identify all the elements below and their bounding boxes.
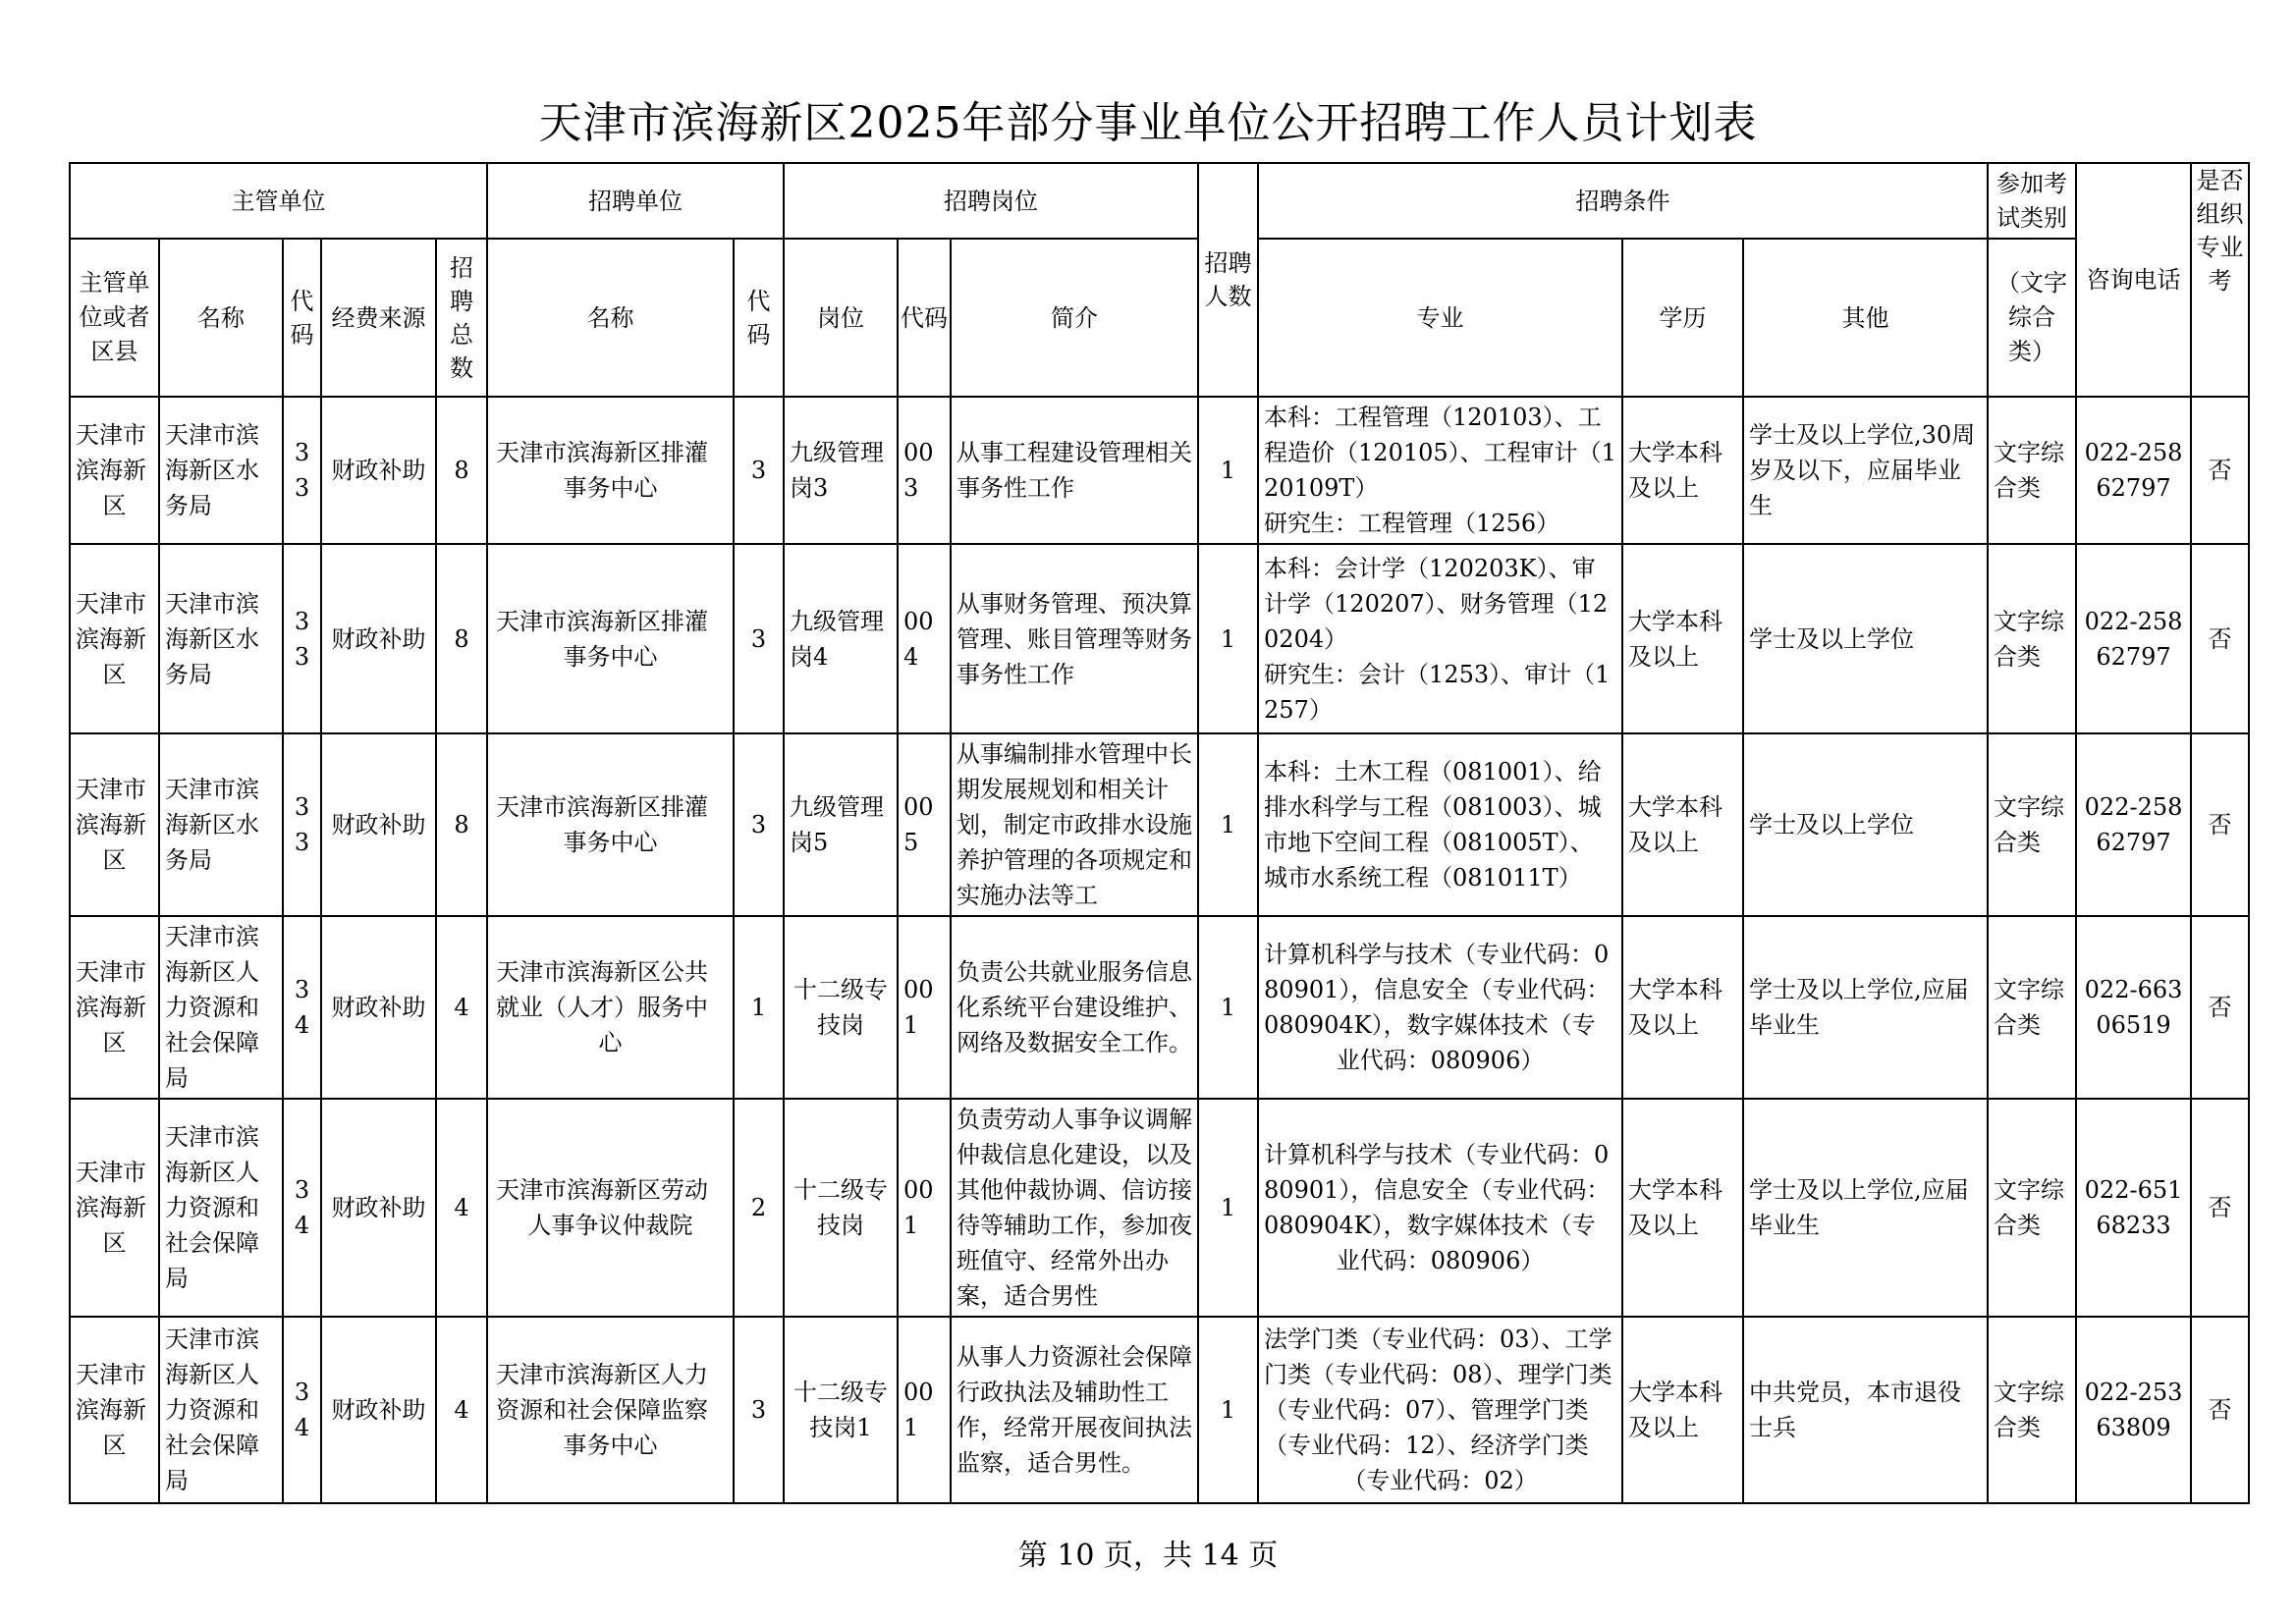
organize-cell: 否 [2191,397,2249,544]
competent-name-cell: 天津市滨海新区人力资源和社会保障局 [159,1099,283,1317]
competent-code-cell: 34 [283,1099,321,1317]
post-name-cell: 十二级专技岗1 [784,1317,898,1503]
other-cell: 学士及以上学位 [1743,544,1988,733]
header-competent-name: 名称 [159,239,283,397]
phone-cell: 022-66306519 [2076,916,2191,1099]
competent-code-cell: 33 [283,397,321,544]
table-row [70,733,2249,916]
district-cell: 天津市滨海新区 [70,733,159,916]
post-intro-cell: 从事编制排水管理中长期发展规划和相关计划，制定市政排水设施养护管理的各项规定和实施办法等工 [951,733,1198,916]
major-cell: 计算机科学与技术（专业代码：080901），信息安全（专业代码：080904K），数字媒体技术（专业代码：080906） [1258,916,1622,1099]
phone-cell: 022-65168233 [2076,1099,2191,1317]
page-number: 第 10 页，共 14 页 [1017,1539,1279,1573]
recruit-total-cell: 8 [436,544,487,733]
table-row [70,544,2249,733]
competent-code-cell: 34 [283,1317,321,1503]
exam-type-cell: 文字综合类 [1988,1099,2076,1317]
exam-type-cell: 文字综合类 [1988,916,2076,1099]
recruit-count-cell: 1 [1198,397,1258,544]
page-title: 天津市滨海新区2025年部分事业单位公开招聘工作人员计划表 [538,98,1758,148]
header-district: 主管单位或者区县 [70,239,159,397]
recruit-count-cell: 1 [1198,544,1258,733]
major-cell: 本科：工程管理（120103）、工程造价（120105）、工程审计（120109T） 研究生：工程管理（1256） [1258,397,1622,544]
header-funding: 经费来源 [321,239,436,397]
education-cell: 大学本科及以上 [1622,1099,1743,1317]
table-row [70,1317,2249,1503]
post-name-cell: 十二级专技岗 [784,1099,898,1317]
post-code-cell: 001 [898,1099,951,1317]
post-intro-cell: 负责公共就业服务信息化系统平台建设维护、网络及数据安全工作。 [951,916,1198,1099]
major-cell: 法学门类（专业代码：03）、工学门类（专业代码：08）、理学门类（专业代码：07）、管理学门类（专业代码：12）、经济学门类（专业代码：02） [1258,1317,1622,1503]
competent-name-cell: 天津市滨海新区水务局 [159,733,283,916]
competent-code-cell: 33 [283,733,321,916]
organize-cell: 否 [2191,916,2249,1099]
exam-type-cell: 文字综合类 [1988,397,2076,544]
header-unit-code: 代码 [734,239,784,397]
post-intro-cell: 负责劳动人事争议调解仲裁信息化建设，以及其他仲裁协调、信访接待等辅助工作，参加夜班值守、经常外出办案，适合男性 [951,1099,1198,1317]
unit-name-cell: 天津市滨海新区公共就业（人才）服务中心 [487,916,734,1099]
header-other: 其他 [1743,239,1988,397]
post-code-cell: 005 [898,733,951,916]
unit-code-cell: 3 [734,733,784,916]
organize-cell: 否 [2191,544,2249,733]
table-row [70,916,2249,1099]
education-cell: 大学本科及以上 [1622,733,1743,916]
exam-type-cell: 文字综合类 [1988,544,2076,733]
post-code-cell: 004 [898,544,951,733]
funding-cell: 财政补助 [321,1317,436,1503]
district-cell: 天津市滨海新区 [70,397,159,544]
header-row-2 [70,239,2249,397]
competent-name-cell: 天津市滨海新区水务局 [159,397,283,544]
organize-cell: 否 [2191,733,2249,916]
major-cell: 本科：土木工程（081001）、给排水科学与工程（081003）、城市地下空间工程（081005T）、城市水系统工程（081011T） [1258,733,1622,916]
district-cell: 天津市滨海新区 [70,916,159,1099]
recruit-total-cell: 4 [436,1099,487,1317]
district-cell: 天津市滨海新区 [70,1317,159,1503]
recruit-count-cell: 1 [1198,1099,1258,1317]
post-name-cell: 九级管理岗4 [784,544,898,733]
header-row-1 [70,163,2249,239]
other-cell: 学士及以上学位 [1743,733,1988,916]
phone-cell: 022-25862797 [2076,544,2191,733]
unit-code-cell: 3 [734,1317,784,1503]
education-cell: 大学本科及以上 [1622,916,1743,1099]
funding-cell: 财政补助 [321,733,436,916]
recruit-count-cell: 1 [1198,733,1258,916]
post-code-cell: 001 [898,1317,951,1503]
recruitment-plan-table [69,162,2250,1504]
unit-name-cell: 天津市滨海新区排灌事务中心 [487,733,734,916]
table-row [70,1099,2249,1317]
recruit-count-cell: 1 [1198,916,1258,1099]
other-cell: 学士及以上学位,应届毕业生 [1743,1099,1988,1317]
competent-name-cell: 天津市滨海新区人力资源和社会保障局 [159,916,283,1099]
recruit-count-cell: 1 [1198,1317,1258,1503]
recruit-total-cell: 8 [436,733,487,916]
unit-code-cell: 1 [734,916,784,1099]
header-post-name: 岗位 [784,239,898,397]
education-cell: 大学本科及以上 [1622,544,1743,733]
header-post-code: 代码 [898,239,951,397]
header-major: 专业 [1258,239,1622,397]
table-row [70,397,2249,544]
header-unit-name: 名称 [487,239,734,397]
unit-name-cell: 天津市滨海新区劳动人事争议仲裁院 [487,1099,734,1317]
funding-cell: 财政补助 [321,397,436,544]
exam-type-cell: 文字综合类 [1988,733,2076,916]
header-phone: 咨询电话 [2076,163,2191,397]
funding-cell: 财政补助 [321,544,436,733]
other-cell: 学士及以上学位,应届毕业生 [1743,916,1988,1099]
major-cell: 本科：会计学（120203K）、审计学（120207）、财务管理（120204） 研究生：会计（1253）、审计（1257） [1258,544,1622,733]
header-exam-sub: （文字综合类） [1988,239,2076,397]
unit-name-cell: 天津市滨海新区排灌事务中心 [487,544,734,733]
post-intro-cell: 从事工程建设管理相关事务性工作 [951,397,1198,544]
competent-name-cell: 天津市滨海新区人力资源和社会保障局 [159,1317,283,1503]
organize-cell: 否 [2191,1099,2249,1317]
post-code-cell: 001 [898,916,951,1099]
header-post-group: 招聘岗位 [784,163,1198,239]
competent-code-cell: 33 [283,544,321,733]
recruit-total-cell: 8 [436,397,487,544]
header-exam-type: 参加考试类别 [1988,163,2076,239]
header-recruit-unit-group: 招聘单位 [487,163,784,239]
post-intro-cell: 从事人力资源社会保障行政执法及辅助性工作，经常开展夜间执法监察，适合男性。 [951,1317,1198,1503]
post-name-cell: 九级管理岗5 [784,733,898,916]
unit-name-cell: 天津市滨海新区人力资源和社会保障监察事务中心 [487,1317,734,1503]
district-cell: 天津市滨海新区 [70,1099,159,1317]
funding-cell: 财政补助 [321,916,436,1099]
phone-cell: 022-25862797 [2076,397,2191,544]
header-competent-code: 代码 [283,239,321,397]
funding-cell: 财政补助 [321,1099,436,1317]
phone-cell: 022-25862797 [2076,733,2191,916]
post-intro-cell: 从事财务管理、预决算管理、账目管理等财务事务性工作 [951,544,1198,733]
post-code-cell: 003 [898,397,951,544]
header-competent-group: 主管单位 [70,163,487,239]
other-cell: 学士及以上学位,30周岁及以下，应届毕业生 [1743,397,1988,544]
major-cell: 计算机科学与技术（专业代码：080901），信息安全（专业代码：080904K），数字媒体技术（专业代码：080906） [1258,1099,1622,1317]
recruit-total-cell: 4 [436,1317,487,1503]
other-cell: 中共党员，本市退役士兵 [1743,1317,1988,1503]
organize-cell: 否 [2191,1317,2249,1503]
header-recruit-total: 招聘总数 [436,239,487,397]
unit-code-cell: 3 [734,544,784,733]
unit-code-cell: 3 [734,397,784,544]
recruit-total-cell: 4 [436,916,487,1099]
exam-type-cell: 文字综合类 [1988,1317,2076,1503]
competent-name-cell: 天津市滨海新区水务局 [159,544,283,733]
header-recruit-count: 招聘人数 [1198,163,1258,397]
header-conditions-group: 招聘条件 [1258,163,1988,239]
header-post-intro: 简介 [951,239,1198,397]
post-name-cell: 十二级专技岗 [784,916,898,1099]
header-organize: 是否组织专业考 [2191,163,2249,397]
unit-code-cell: 2 [734,1099,784,1317]
district-cell: 天津市滨海新区 [70,544,159,733]
post-name-cell: 九级管理岗3 [784,397,898,544]
education-cell: 大学本科及以上 [1622,397,1743,544]
education-cell: 大学本科及以上 [1622,1317,1743,1503]
phone-cell: 022-25363809 [2076,1317,2191,1503]
header-education: 学历 [1622,239,1743,397]
unit-name-cell: 天津市滨海新区排灌事务中心 [487,397,734,544]
competent-code-cell: 34 [283,916,321,1099]
